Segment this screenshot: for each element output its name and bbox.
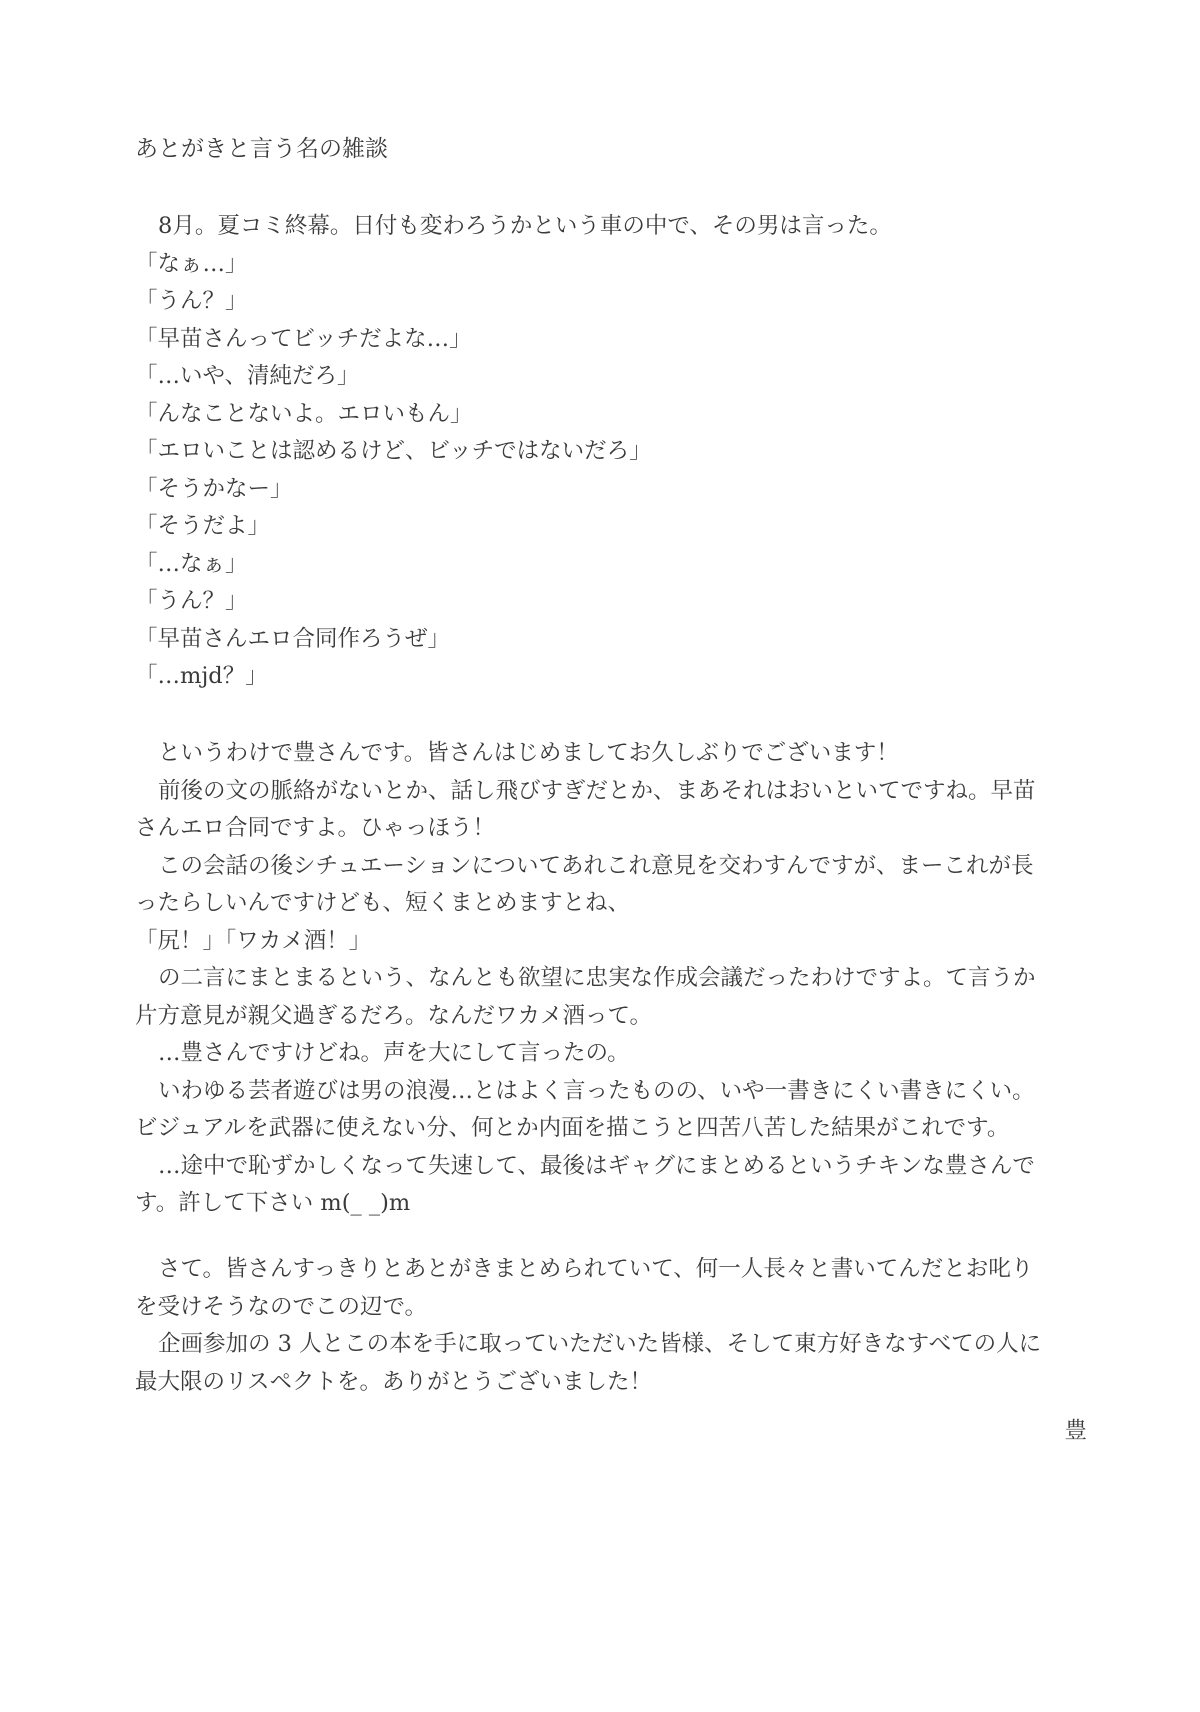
- text-line: 企画参加の 3 人とこの本を手に取っていただいた皆様、そして東方好きなすべての人に: [158, 1331, 1042, 1357]
- text-line: いわゆる芸者遊びは男の浪漫…とはよく言ったものの、いや一書きにくい書きにくい。: [158, 1077, 1035, 1104]
- text-line: 8月。夏コミ終幕。日付も変わろうかという車の中で、その男は言った。: [158, 213, 892, 239]
- text-line: の二言にまとまるという、なんとも欲望に忠実な作成会議だったわけですよ。て言うか: [158, 965, 1036, 991]
- dialogue-line: 「早苗さんエロ合同作ろうぜ」: [135, 625, 451, 652]
- text-line: というわけで豊さんです。皆さんはじめましてお久しぶりでございます！: [158, 740, 899, 766]
- text-line: 片方意見が親父過ぎるだろ。なんだワカメ酒って。: [135, 1002, 653, 1029]
- dialogue-line: 「…mjd？」: [135, 663, 268, 689]
- text-line: …豊さんですけどね。声を大にして言ったの。: [158, 1040, 630, 1066]
- author-signature: 豊: [1064, 1418, 1087, 1444]
- text-line: す。許して下さい m(_ _)m: [135, 1190, 411, 1216]
- dialogue-line: 「そうかなー」: [135, 475, 293, 502]
- dialogue-block: [135, 208, 1085, 696]
- text-line: 前後の文の脈絡がないとか、話し飛びすぎだとか、まあそれはおいといてですね。早苗: [158, 777, 1036, 804]
- text-line: この会話の後シチュエーションについてあれこれ意見を交わすんですが、まーこれが長: [158, 852, 1034, 879]
- dialogue-line: 「早苗さんってビッチだよな…」: [135, 325, 472, 352]
- text-line: さんエロ合同ですよ。ひゃっほう！: [135, 815, 496, 841]
- dialogue-line: 「そうだよ」: [135, 513, 271, 539]
- text-line: さて。皆さんすっきりとあとがきまとめられていて、何一人長々と書いてんだとお叱り: [158, 1256, 1034, 1282]
- text-line: …途中で恥ずかしくなって失速して、最後はギャグにまとめるというチキンな豊さんで: [158, 1152, 1035, 1179]
- dialogue-line: 「んなことないよ。エロいもん」: [135, 400, 473, 427]
- text-line: 最大限のリスペクトを。ありがとうございました！: [135, 1368, 653, 1395]
- dialogue-line: 「うん？」: [135, 588, 248, 614]
- dialogue-line: 「…なぁ」: [135, 550, 248, 577]
- dialogue-line: 「…いや、清純だろ」: [135, 363, 360, 389]
- body-paragraph: [135, 735, 1085, 1223]
- text-line: ったらしいんですけども、短くまとめますとね、: [135, 890, 631, 916]
- text-line: ビジュアルを武器に使えない分、何とか内面を描こうと四苦八苦した結果がこれです。: [135, 1115, 1010, 1141]
- page-title: あとがきと言う名の雑談: [135, 136, 388, 162]
- dialogue-line: 「うん？」: [135, 288, 248, 314]
- dialogue-line: 「なぁ…」: [135, 250, 248, 277]
- closing-paragraph: [135, 1251, 1085, 1401]
- dialogue-line: 「エロいことは認めるけど、ビッチではないだろ」: [135, 438, 652, 464]
- text-line: を受けそうなのでこの辺で。: [135, 1293, 428, 1320]
- text-line: 「尻！」「ワカメ酒！」: [135, 927, 372, 954]
